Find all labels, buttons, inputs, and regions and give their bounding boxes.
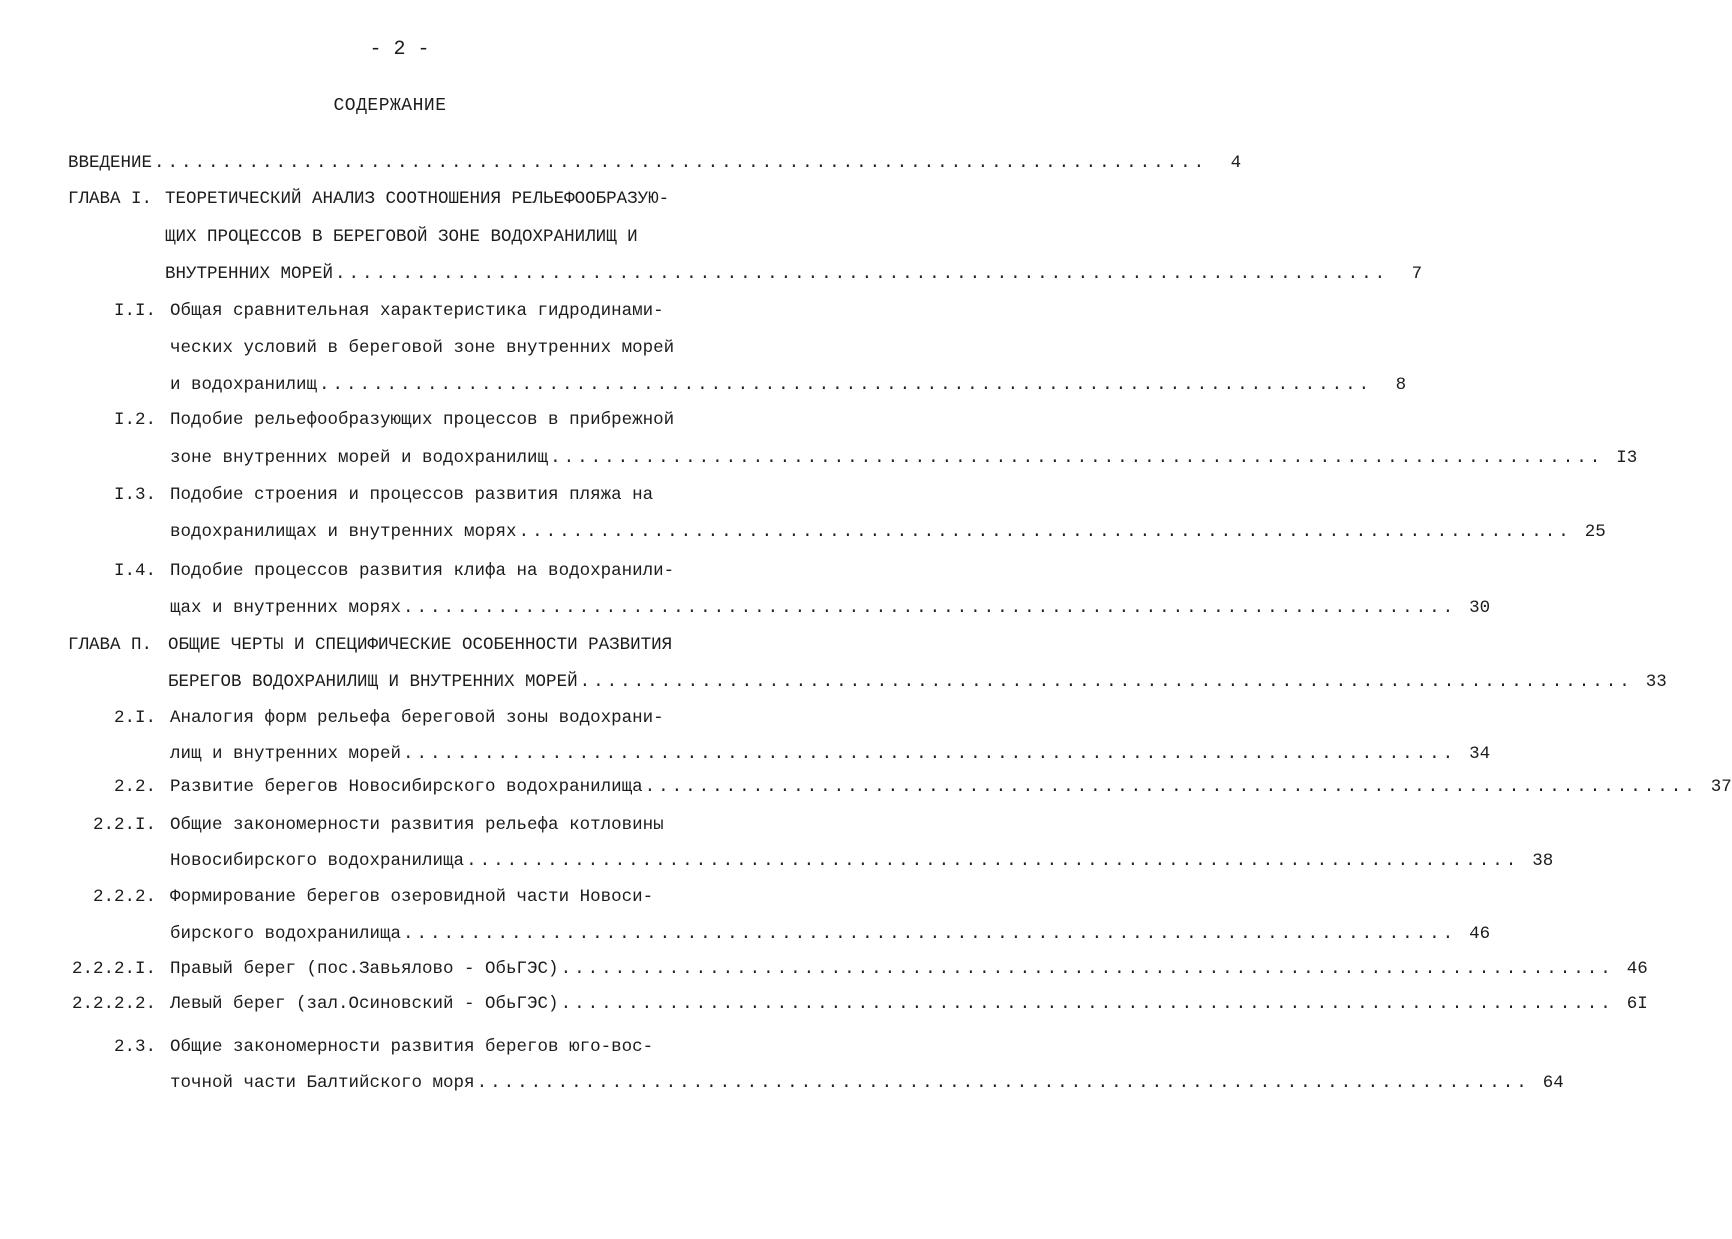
leader-dots: .............................................................................. <box>518 522 1572 542</box>
toc-page-number: 38 <box>1532 851 1554 871</box>
toc-entry-chapter-2 <box>168 669 1667 695</box>
toc-entry-text: Правый берег (пос.Завьялово - ОбьГЭС) <box>170 959 559 979</box>
toc-title: СОДЕРЖАНИЕ <box>333 96 447 116</box>
toc-entry-text: точной части Балтийского моря <box>170 1073 475 1093</box>
toc-section-label: 2.2.I. <box>92 815 156 835</box>
toc-entry-section-1-2 <box>170 445 1638 471</box>
toc-page-number: 37 <box>1710 777 1732 797</box>
toc-entry-text: Развитие берегов Новосибирского водохранилища <box>170 777 643 797</box>
toc-chapter-label: ГЛАВА П. <box>68 635 153 655</box>
leader-dots: .............................................................................. <box>560 959 1614 979</box>
toc-entry-text: Аналогия форм рельефа береговой зоны водохрани- <box>170 708 664 728</box>
leader-dots: .............................................................................. <box>403 924 1457 944</box>
toc-entry-section-2-2 <box>170 774 1732 800</box>
leader-dots: .............................................................................. <box>550 448 1604 468</box>
toc-page-number: 6I <box>1626 994 1648 1014</box>
leader-dots: .............................................................................. <box>319 375 1373 395</box>
toc-entry-text: Общая сравнительная характеристика гидродинами- <box>170 301 664 321</box>
toc-entry-text: Подобие процессов развития клифа на водохранили- <box>170 561 675 581</box>
toc-entry-text: и водохранилищ <box>170 375 318 395</box>
toc-entry-section-1-3 <box>170 519 1606 545</box>
toc-entry-introduction <box>68 150 1242 176</box>
leader-dots: .............................................................................. <box>466 851 1520 871</box>
leader-dots: .............................................................................. <box>403 744 1457 764</box>
toc-entry-section-1-4 <box>170 595 1491 621</box>
toc-entry-section-2-1 <box>170 741 1491 767</box>
toc-section-label: I.2. <box>113 410 156 430</box>
toc-entry-section-2-2-1 <box>170 848 1554 874</box>
toc-page-number: 25 <box>1584 522 1606 542</box>
toc-page-number: 33 <box>1645 672 1667 692</box>
toc-entry-text: ОБЩИЕ ЧЕРТЫ И СПЕЦИФИЧЕСКИЕ ОСОБЕННОСТИ РАЗВИТИЯ <box>168 635 673 655</box>
leader-dots: .............................................................................. <box>335 264 1389 284</box>
toc-entry-text: бирского водохранилища <box>170 924 402 944</box>
toc-section-label: I.3. <box>113 485 156 505</box>
toc-entry-text: Формирование берегов озеровидной части Новоси- <box>170 887 654 907</box>
toc-entry-section-1-1 <box>170 372 1407 398</box>
leader-dots: .............................................................................. <box>476 1073 1530 1093</box>
leader-dots: .............................................................................. <box>154 153 1208 173</box>
toc-entry-section-2-3 <box>170 1070 1564 1096</box>
leader-dots: .............................................................................. <box>560 994 1614 1014</box>
toc-entry-text: Общие закономерности развития берегов юго-вос- <box>170 1037 654 1057</box>
toc-entry-text: ческих условий в береговой зоне внутренних морей <box>170 338 675 358</box>
toc-entry-text: щах и внутренних морях <box>170 598 402 618</box>
toc-page-number: 34 <box>1469 744 1491 764</box>
toc-section-label: 2.I. <box>113 708 156 728</box>
toc-entry-text: лищ и внутренних морей <box>170 744 402 764</box>
toc-section-label: 2.2.2. <box>92 887 156 907</box>
toc-entry-text: Подобие строения и процессов развития пляжа на <box>170 485 654 505</box>
toc-page-number: 46 <box>1469 924 1491 944</box>
page-number: - 2 - <box>369 38 430 61</box>
toc-entry-section-2-2-2 <box>170 921 1491 947</box>
toc-entry-section-2-2-2-1 <box>170 956 1648 982</box>
toc-entry-text: ВНУТРЕННИХ МОРЕЙ <box>165 264 334 284</box>
toc-entry-text: ТЕОРЕТИЧЕСКИЙ АНАЛИЗ СООТНОШЕНИЯ РЕЛЬЕФООБРАЗУЮ- <box>165 189 670 209</box>
toc-page-number: 46 <box>1626 959 1648 979</box>
toc-entry-text: Новосибирского водохранилища <box>170 851 465 871</box>
toc-entry-text: Левый берег (зал.Осиновский - ОбьГЭС) <box>170 994 559 1014</box>
toc-chapter-label: ГЛАВА I. <box>68 189 153 209</box>
toc-entry-text: ЩИХ ПРОЦЕССОВ В БЕРЕГОВОЙ ЗОНЕ ВОДОХРАНИЛИЩ И <box>165 227 638 247</box>
toc-section-label: I.I. <box>113 301 156 321</box>
toc-page-number: 30 <box>1469 598 1491 618</box>
toc-page-number: 64 <box>1542 1073 1564 1093</box>
toc-entry-text: зоне внутренних морей и водохранилищ <box>170 448 549 468</box>
leader-dots: .............................................................................. <box>403 598 1457 618</box>
toc-entry-chapter-1 <box>165 261 1423 287</box>
toc-entry-text: БЕРЕГОВ ВОДОХРАНИЛИЩ И ВНУТРЕННИХ МОРЕЙ <box>168 672 578 692</box>
toc-entry-text: Подобие рельефообразующих процессов в прибрежной <box>170 410 675 430</box>
toc-section-label: 2.2.2.I. <box>71 959 156 979</box>
toc-page-number: I3 <box>1616 448 1638 468</box>
toc-section-label: 2.2.2.2. <box>71 994 156 1014</box>
toc-entry-text: водохранилищах и внутренних морях <box>170 522 517 542</box>
toc-entry-section-2-2-2-2 <box>170 991 1648 1017</box>
toc-section-label: 2.3. <box>113 1037 156 1057</box>
toc-page-number: 4 <box>1230 153 1242 173</box>
leader-dots: .............................................................................. <box>579 672 1633 692</box>
toc-entry-text: ВВЕДЕНИЕ <box>68 153 153 173</box>
toc-page-number: 8 <box>1395 375 1407 395</box>
toc-section-label: 2.2. <box>113 777 156 797</box>
toc-page-number: 7 <box>1411 264 1423 284</box>
toc-entry-text: Общие закономерности развития рельефа котловины <box>170 815 664 835</box>
toc-section-label: I.4. <box>113 561 156 581</box>
leader-dots: .............................................................................. <box>644 777 1698 797</box>
